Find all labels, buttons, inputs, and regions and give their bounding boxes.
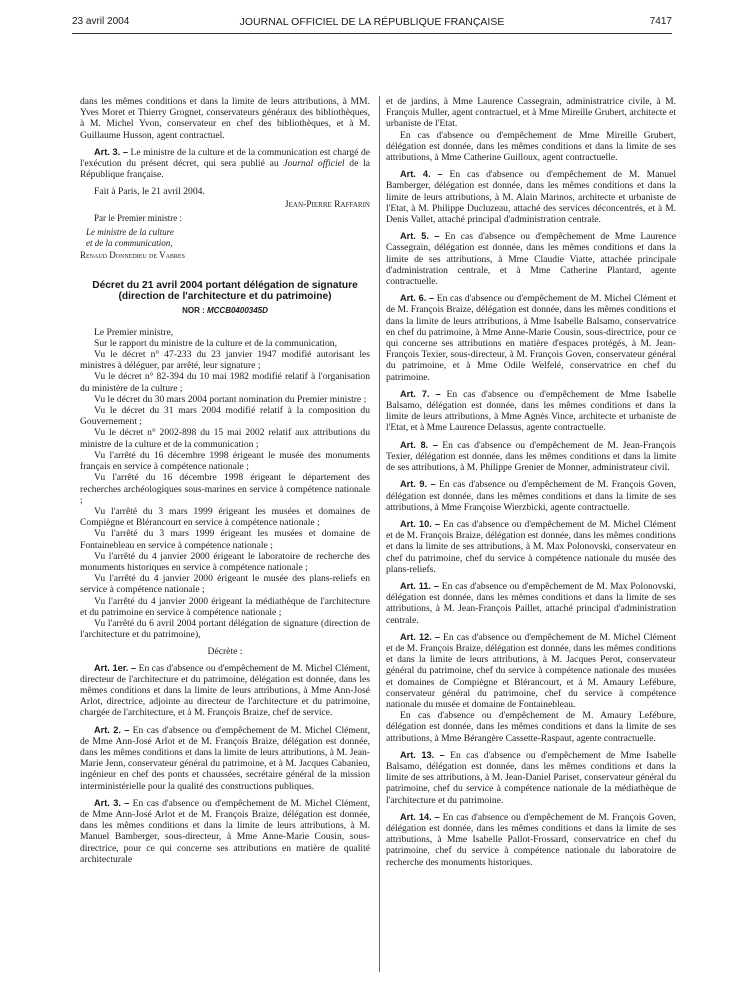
article-text: Le ministre de la culture et de la communication est chargé de l'exécution du présent décret, qui sera publié au: [80, 146, 370, 170]
article-8: [386, 440, 676, 474]
article-text: de la République française.: [80, 158, 370, 181]
continued-paragraph-2: En cas d'absence ou d'empêchement de Mme Mireille Grubert, délégation est donnée, dans les mêmes conditions et dans la limite de ses attributions, à Mme Catherine Guilloux, agent contractuelle.: [386, 129, 676, 164]
signature-block: [80, 213, 370, 262]
article-13: [386, 750, 676, 806]
nor-reference: [80, 305, 370, 316]
article-label: Art. 7. –: [400, 388, 441, 399]
article-text: En cas d'absence ou d'empêchement de M. Max Polonovski, délégation est donnée, dans les mêmes conditions et dans la limite de ses attributions, à M. Jean-François Paillet, attaché principal d'administration centrale.: [386, 580, 676, 626]
header-date: 23 avril 2004: [72, 16, 130, 27]
article-label: Art. 10. –: [400, 518, 441, 529]
article-text: En cas d'absence ou d'empêchement de M. Michel Clément, directeur de l'architecture et du patrimoine, délégation est donnée, dans les mêmes conditions et dans la limite de leurs attributions, à Mme Ann-José Arlot, directrice, adjointe au directeur de l'architecture et du patrimoine, chargée de l'architecture, et à M. François Braize, chef de service.: [80, 662, 370, 719]
article-label: Art. 11. –: [400, 580, 439, 591]
article-label: Art. 6. –: [400, 293, 435, 304]
visa-item: Vu l'arrêté du 3 mars 1999 érigeant les musées et domaine de Fontainebleau en service à compétence nationale ;: [80, 528, 370, 551]
page-header: [72, 16, 672, 30]
article-text: En cas d'absence ou d'empêchement de M. Michel Clément, de Mme Ann-José Arlot et de M. François Braize, délégation est donnée, dans les mêmes conditions et dans la limite de leurs attributions, à M. Manuel Bamberger, sous-directeur, à Mme Anne-Marie Cousin, sous-directrice, pour ce qui concerne ses attributions en matière de qualité architecturale: [80, 797, 370, 865]
article-label: Art. 1er. –: [94, 662, 137, 673]
article-text: En cas d'absence ou d'empêchement de M. Michel Clément et de M. François Braize, délégation est donnée, dans les mêmes conditions et dans la limite de ses attributions, à M. Max Polonovski, conservateur en chef du patrimoine, chef du service à compétence nationale du musée des plans-reliefs.: [386, 518, 677, 575]
article-9: [386, 479, 676, 513]
visa-item: Vu l'arrêté du 3 mars 1999 érigeant les musées et domaines de Compiègne et Blérancourt en service à compétence nationale ;: [80, 505, 370, 529]
intro-paragraph: dans les mêmes conditions et dans la limite de leurs attributions, à MM. Yves Moret et Thierry Grognet, conservateurs généraux des bibliothèques, à M. Michel Yvon, conservateur en chef des bibliothèques, et à M. Guillaume Husson, agent contractuel.: [80, 96, 370, 141]
fait-a-paris: Fait à Paris, le 21 avril 2004.: [94, 186, 205, 198]
visa-item: Vu l'arrêté du 16 décembre 1998 érigeant le département des recherches archéologiques sous-marines en service à compétence nationale ;: [80, 472, 370, 506]
article-text: En cas d'absence ou d'empêchement de M. François Goven, délégation est donnée, dans les mêmes conditions et dans la limite de ses attributions, à Mme Isabelle Pallot-Frossard, conservatrice en chef du patrimoine, chef du service à compétence nationale du laboratoire de recherche des monuments historiques.: [386, 811, 676, 868]
minister-title-line2: et de la communication,: [86, 238, 173, 249]
article-label: Art. 3. –: [94, 146, 128, 157]
article-3-previous: [80, 147, 370, 181]
visa-item: Vu l'arrêté du 16 décembre 1998 érigeant le musée des monuments français en service à compétence nationale ;: [80, 449, 370, 473]
article-6: [386, 293, 676, 383]
article-7: [386, 389, 676, 434]
article-label: Art. 3. –: [94, 797, 130, 808]
visa-item: Vu le décret n° 82-394 du 10 mai 1982 modifié relatif à l'organisation du ministère de la culture ;: [80, 371, 370, 394]
journal-officiel-mention: Journal officiel: [283, 158, 345, 170]
visa-item: Vu le décret n° 2002-898 du 15 mai 2002 relatif aux attributions du ministre de la culture et de la communication ;: [80, 427, 370, 450]
header-rule: [72, 33, 672, 34]
visa-item: Vu l'arrêté du 4 janvier 2000 érigeant le musée des plans-reliefs en service à compétence nationale ;: [80, 573, 370, 596]
left-column: [80, 96, 370, 865]
minister-name: Renaud Donnedieu de Vabres: [80, 250, 185, 261]
visa-item: Vu l'arrêté du 6 avril 2004 portant délégation de signature (direction de l'architecture et du patrimoine),: [80, 617, 370, 641]
header-journal-title: JOURNAL OFFICIEL DE LA RÉPUBLIQUE FRANÇAISE: [239, 16, 505, 28]
visa-item: Vu le décret n° 47-233 du 23 janvier 1947 modifié autorisant les ministres à déléguer, par arrêté, leur signature ;: [80, 349, 370, 372]
article-text: En cas d'absence ou d'empêchement de Mme Isabelle Balsamo, délégation est donnée, dans les mêmes conditions et dans la limite de ses attributions, à M. Jean-Daniel Pariset, conservateur général du patrimoine, chef du service à compétence nationale de la médiathèque de l'architecture et du patrimoine.: [386, 749, 676, 806]
article-text: En cas d'absence ou d'empêchement de M. Michel Clément, de Mme Ann-José Arlot et de M. François Braize, délégation est donnée, dans les mêmes conditions et dans la limite de leurs attributions, à M. Jean-Marie Jenn, conservateur général du patrimoine, et à M. Jacques Cabanieu, ingénieur en chef des ponts et chaussées, secrétaire général de la mission interministérielle pour la qualité des constructions publiques.: [80, 724, 370, 792]
visa-item: Vu le décret du 30 mars 2004 portant nomination du Premier ministre ;: [94, 393, 367, 405]
column-divider: [379, 96, 380, 972]
article-text: En cas d'absence ou d'empêchement de Mme Isabelle Balsamo, délégation est donnée, dans les mêmes conditions et dans la limite de leurs attributions, à Mme Agnès Vince, architecte et urbaniste de l'Etat, et à Mme Laurence Delassus, agente contractuelle.: [386, 388, 676, 434]
article-5: [386, 231, 676, 287]
article-label: Art. 13. –: [400, 749, 445, 760]
right-column: [386, 96, 676, 868]
article-label: Art. 5. –: [400, 231, 440, 242]
decree-title: Décret du 21 avril 2004 portant délégation de signature (direction de l'architecture et du patrimoine): [92, 279, 358, 303]
visa-item: Vu le décret du 31 mars 2004 modifié relatif à la composition du Gouvernement ;: [80, 405, 370, 428]
minister-title-line1: Le ministre de la culture: [86, 227, 174, 238]
article-text: En cas d'absence ou d'empêchement de M. Manuel Bamberger, délégation est donnée, dans les mêmes conditions et dans la limite de leurs attributions, à M. Alain Marinos, architecte et urbaniste de l'Etat, à M. Philippe Ducluzeau, attaché des services déconcentrés, et à M. Denis Vallet, attaché principal d'administration centrale.: [386, 169, 676, 226]
article-1: [80, 663, 370, 719]
article-label: Art. 8. –: [400, 439, 438, 450]
article-text: En cas d'absence ou d'empêchement de M. Jean-François Texier, délégation est donnée, dans les mêmes conditions et dans la limite de ses attributions, à M. Philippe Grenier de Monner, administrateur civil.: [386, 439, 677, 474]
visa-item: Vu l'arrêté du 4 janvier 2000 érigeant la médiathèque de l'architecture et du patrimoine en service à compétence nationale ;: [80, 595, 370, 618]
article-label: Art. 12. –: [400, 631, 441, 642]
article-label: Art. 14. –: [400, 811, 440, 822]
header-page-number: 7417: [649, 16, 672, 27]
article-text: En cas d'absence ou d'empêchement de Mme Laurence Cassegrain, délégation est donnée, dans les mêmes conditions et dans la limite de ses attributions, à Mme Claudie Viatte, attachée principale d'administration centrale, et à Mme Catherine Plantard, agente contractuelle.: [386, 231, 677, 288]
decrete-heading: Décrète :: [207, 646, 243, 658]
continued-paragraph: et de jardins, à Mme Laurence Cassegrain, administratrice civile, à M. François Muller, agent contractuel, et à Mme Mireille Grubert, architecte et urbaniste de l'Etat.: [386, 96, 676, 130]
nor-label: NOR :: [182, 306, 207, 316]
par-premier-ministre: Par le Premier ministre :: [94, 212, 182, 223]
visas-list: [80, 338, 370, 640]
premier-ministre-line: Le Premier ministre,: [94, 326, 174, 338]
article-12-paragraph-2: En cas d'absence ou d'empêchement de M. Amaury Lefébure, délégation est donnée, dans les mêmes conditions et dans la limite de ses attributions, à Mme Bérangère Cassette-Raspaut, agente contractuelle.: [386, 710, 676, 744]
article-label: Art. 2. –: [94, 724, 130, 735]
article-2: [80, 725, 370, 792]
article-4: [386, 169, 676, 225]
article-label: Art. 4. –: [400, 169, 443, 180]
article-3: [80, 798, 370, 865]
article-label: Art. 9. –: [400, 479, 436, 490]
visa-item: Vu l'arrêté du 4 janvier 2000 érigeant le laboratoire de recherche des monuments historiques en service à compétence nationale ;: [80, 550, 370, 573]
article-12: [386, 632, 676, 710]
article-11: [386, 581, 676, 626]
article-text: En cas d'absence ou d'empêchement de M. Michel Clément et de M. François Braize, délégation est donnée, dans les mêmes conditions et dans la limite de leurs attributions, à Mme Isabelle Balsamo, conservatrice en chef du patrimoine, à Mme Anne-Marie Cousin, sous-directrice, pour ce qui concerne ses attributions en matière d'espaces protégés, à M. Jean-François Texier, sous-directeur, à M. François Goven, conservateur général du patrimoine, et à Mme Odile Welfelé, conservatrice en chef du patrimoine.: [386, 293, 676, 383]
article-14: [386, 812, 676, 868]
signatory-name: Jean-Pierre Raffarin: [284, 198, 370, 210]
article-10: [386, 519, 676, 575]
visa-item: Sur le rapport du ministre de la culture et de la communication,: [94, 337, 337, 349]
article-text: En cas d'absence ou d'empêchement de M. François Goven, délégation est donnée, dans les mêmes conditions et dans la limite de ses attributions, à Mme Françoise Wierzbicki, agente contractuelle.: [386, 479, 676, 513]
nor-code: MCCB0400345D: [206, 306, 268, 316]
article-text: En cas d'absence ou d'empêchement de M. Michel Clément et de M. François Braize, délégation est donnée, dans les mêmes conditions et dans la limite de leurs attributions, à M. Jacques Perot, conservateur général du patrimoine, chef du service à compétence nationale des musées et domaines de Compiègne et Blérancourt, et à M. Amaury Lefébure, conservateur général du patrimoine, chef du service à compétence nationale du musée et domaine de Fontainebleau.: [386, 631, 677, 710]
